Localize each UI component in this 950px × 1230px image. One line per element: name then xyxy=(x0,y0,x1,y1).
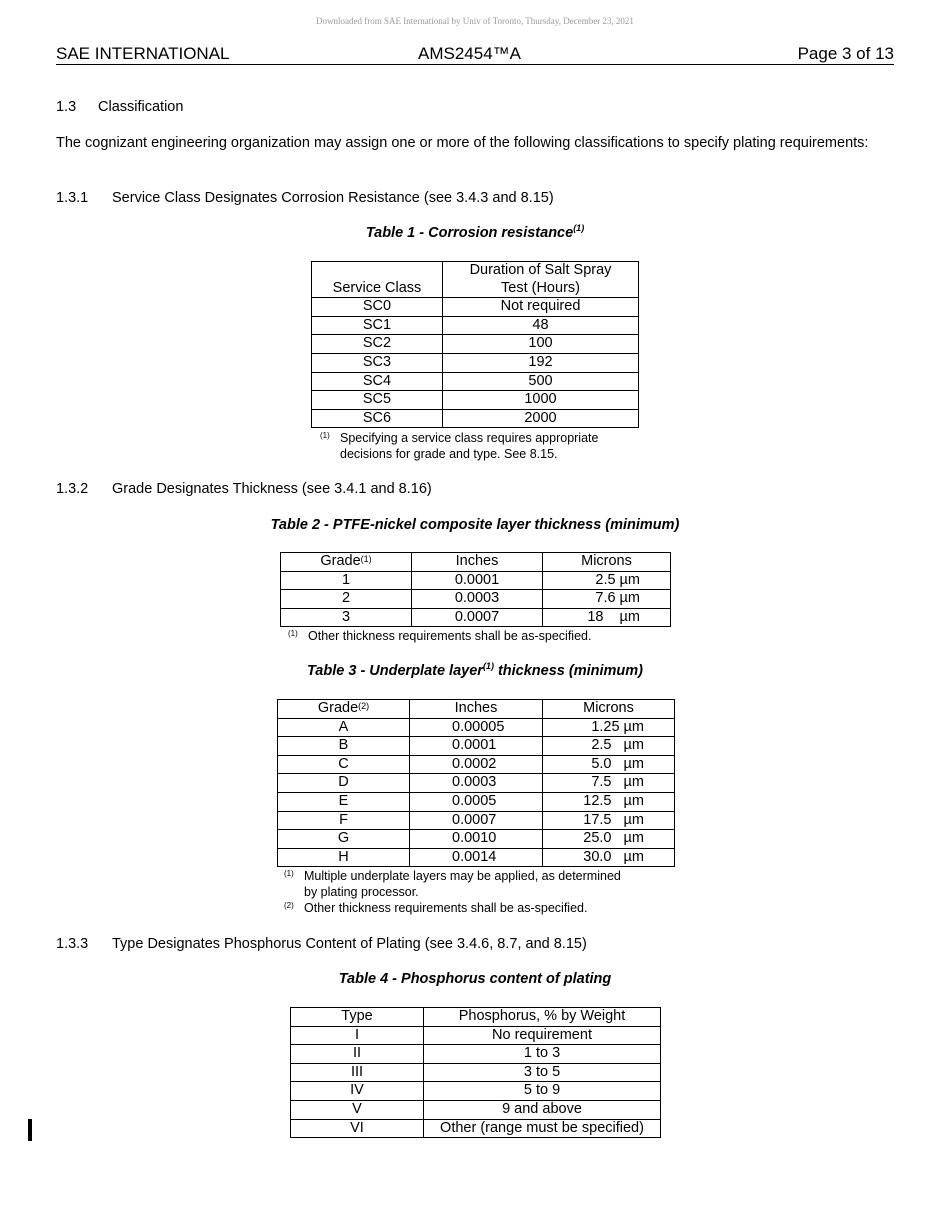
table-1-caption: Table 1 - Corrosion resistance$^{(1)}$ xyxy=(365,223,585,241)
table-1-footnote: (1) Specifying a service class requires appropriate decisions for grade and type. See 8.15. xyxy=(320,431,599,461)
table-3-header-microns: Microns xyxy=(543,700,675,719)
table-3-header-inches: Inches xyxy=(410,700,543,719)
section-1-3-intro: The cognizant engineering organization may assign one or more of the following classifications to specify plating requirements: xyxy=(56,135,869,151)
section-1-3-number: 1.3 xyxy=(56,99,77,115)
table-2-caption: Table 2 - PTFE-nickel composite layer thickness (minimum) xyxy=(270,517,680,533)
table-row: SC1 48 xyxy=(312,316,639,335)
table-3-footnote-2: (2) Other thickness requirements shall be as-specified. xyxy=(284,901,588,915)
table-2-header-grade: Grade$^{(1)}$ xyxy=(281,553,412,572)
table-3-caption: Table 3 - Underplate layer$^{(1)}$ thickness (minimum) xyxy=(306,661,643,679)
table-row: 1 0.0001 2.5 µm xyxy=(281,571,671,590)
table-row: VI Other (range must be specified) xyxy=(291,1119,661,1138)
table-row: C 0.0002 5.0 µm xyxy=(278,755,675,774)
page-header xyxy=(56,44,894,65)
header-doc-number: AMS2454™A xyxy=(418,44,521,63)
table-row: G 0.0010 25.0 µm xyxy=(278,830,675,849)
table-4-header-row xyxy=(291,1008,661,1027)
section-1-3-1-title: Service Class Designates Corrosion Resistance (see 3.4.3 and 8.15) xyxy=(112,190,554,206)
table-4 xyxy=(290,1007,661,1138)
table-row: I No requirement xyxy=(291,1026,661,1045)
table-row: H 0.0014 30.0 µm xyxy=(278,848,675,867)
section-1-3-3-title: Type Designates Phosphorus Content of Plating (see 3.4.6, 8.7, and 8.15) xyxy=(112,936,587,952)
table-3-header-grade: Grade$^{(2)}$ xyxy=(278,700,410,719)
section-1-3-3-number: 1.3.3 xyxy=(56,936,89,952)
table-row: 3 0.0007 18 µm xyxy=(281,608,671,627)
revision-change-bar xyxy=(28,1119,32,1141)
header-org: SAE INTERNATIONAL xyxy=(56,44,230,63)
table-row: SC0 Not required xyxy=(312,298,639,317)
table-2-header-inches: Inches xyxy=(412,553,543,572)
table-row: F 0.0007 17.5 µm xyxy=(278,811,675,830)
table-4-header-type: Type xyxy=(291,1008,424,1027)
table-row: 2 0.0003 7.6 µm xyxy=(281,590,671,609)
download-notice: Downloaded from SAE International by Univ of Toronto, Thursday, December 23, 2021 xyxy=(316,16,634,26)
table-row: SC6 2000 xyxy=(312,409,639,428)
table-1-header-service-class: Service Class xyxy=(312,262,443,298)
section-1-3-2-title: Grade Designates Thickness (see 3.4.1 and 8.16) xyxy=(112,481,432,497)
table-row: D 0.0003 7.5 µm xyxy=(278,774,675,793)
table-2-header-microns: Microns xyxy=(543,553,671,572)
table-3-header-row xyxy=(278,700,675,719)
table-1-header-row xyxy=(312,262,639,298)
table-3 xyxy=(277,699,675,867)
table-4-header-phosphorus: Phosphorus, % by Weight xyxy=(424,1008,661,1027)
table-2-footnote: (1) Other thickness requirements shall be as-specified. xyxy=(288,629,592,643)
table-row: III 3 to 5 xyxy=(291,1063,661,1082)
table-1-caption-note-mark: (1) xyxy=(573,223,585,233)
section-1-3-2-number: 1.3.2 xyxy=(56,481,89,497)
table-1-header-duration: Duration of Salt Spray Test (Hours) xyxy=(443,262,639,298)
table-1 xyxy=(311,261,639,428)
section-1-3-1-number: 1.3.1 xyxy=(56,190,89,206)
section-1-3-title: Classification xyxy=(98,99,184,115)
table-row: E 0.0005 12.5 µm xyxy=(278,792,675,811)
header-page-number: Page 3 of 13 xyxy=(797,44,894,63)
table-row: II 1 to 3 xyxy=(291,1045,661,1064)
table-2 xyxy=(280,552,671,627)
table-row: A 0.00005 1.25 µm xyxy=(278,718,675,737)
table-2-header-row xyxy=(281,553,671,572)
table-row: B 0.0001 2.5 µm xyxy=(278,737,675,756)
table-row: V 9 and above xyxy=(291,1100,661,1119)
table-4-caption: Table 4 - Phosphorus content of plating xyxy=(338,971,612,987)
table-row: SC3 192 xyxy=(312,353,639,372)
table-3-footnote-1: (1) Multiple underplate layers may be applied, as determined by plating processor. xyxy=(284,869,621,899)
table-row: SC4 500 xyxy=(312,372,639,391)
table-row: IV 5 to 9 xyxy=(291,1082,661,1101)
table-row: SC2 100 xyxy=(312,335,639,354)
table-row: SC5 1000 xyxy=(312,391,639,410)
